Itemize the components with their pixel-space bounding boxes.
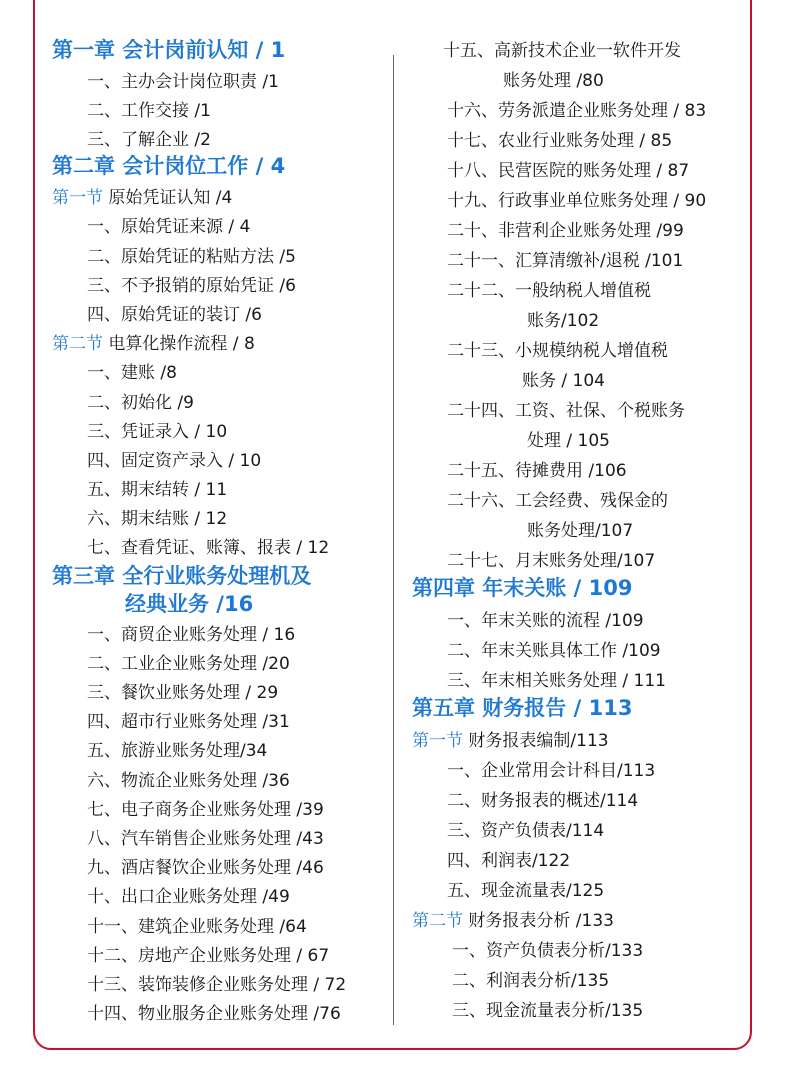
toc-item: 十一、建筑企业账务处理 /64: [87, 917, 307, 937]
chapter-heading: 经典业务 /16: [125, 592, 254, 616]
toc-item: 十五、高新技术企业一软件开发: [443, 41, 681, 61]
toc-item: 四、固定资产录入 / 10: [87, 451, 262, 471]
toc-item: 账务 / 104: [522, 371, 605, 391]
toc-item: 一、企业常用会计科目/113: [447, 761, 656, 781]
section-number: 第一节: [412, 731, 463, 751]
toc-item: 二十三、小规模纳税人增值税: [447, 341, 668, 361]
toc-item: 账务处理 /80: [503, 71, 604, 91]
toc-item: 二、初始化 /9: [87, 393, 194, 413]
toc-item: 三、了解企业 /2: [87, 130, 211, 150]
toc-item: 四、原始凭证的装订 /6: [87, 305, 262, 325]
section-title: 财务报表编制/113: [463, 731, 609, 751]
toc-item: 九、酒店餐饮企业账务处理 /46: [87, 858, 324, 878]
toc-item: 二、原始凭证的粘贴方法 /5: [87, 247, 296, 267]
toc-item: 三、年末相关账务处理 / 111: [447, 671, 666, 691]
section-heading: [412, 726, 609, 751]
toc-item: 三、凭证录入 / 10: [87, 422, 228, 442]
toc-item: 处理 / 105: [527, 431, 610, 451]
toc-item: 二、利润表分析/135: [452, 971, 610, 991]
toc-item: 一、资产负债表分析/133: [452, 941, 644, 961]
toc-item: 五、旅游业账务处理/34: [87, 741, 268, 761]
toc-item: 七、查看凭证、账簿、报表 / 12: [87, 538, 330, 558]
chapter-heading: 第五章 财务报告 / 113: [412, 696, 633, 720]
toc-item: 二十一、汇算清缴补/退税 /101: [447, 251, 684, 271]
toc-item: 一、年末关账的流程 /109: [447, 611, 644, 631]
toc-item: 二、财务报表的概述/114: [447, 791, 639, 811]
toc-item: 十、出口企业账务处理 /49: [87, 887, 290, 907]
section-number: 第一节: [52, 188, 103, 208]
section-title: 原始凭证认知 /4: [103, 188, 233, 208]
toc-item: 一、主办会计岗位职责 /1: [87, 72, 279, 92]
chapter-heading: 第二章 会计岗位工作 / 4: [52, 154, 286, 178]
toc-item: 六、期末结账 / 12: [87, 509, 228, 529]
section-title: 电算化操作流程 / 8: [103, 334, 255, 354]
chapter-heading: 第三章 全行业账务处理机及: [52, 564, 312, 588]
toc-item: 十九、行政事业单位账务处理 / 90: [447, 191, 707, 211]
toc-item: 一、建账 /8: [87, 363, 177, 383]
toc-item: 二、工作交接 /1: [87, 101, 211, 121]
toc-item: 三、现金流量表分析/135: [452, 1001, 644, 1021]
toc-item: 十三、装饰装修企业账务处理 / 72: [87, 975, 347, 995]
toc-item: 一、商贸企业账务处理 / 16: [87, 625, 296, 645]
toc-item: 十七、农业行业账务处理 / 85: [447, 131, 673, 151]
toc-item: 账务处理/107: [527, 521, 634, 541]
toc-item: 二十四、工资、社保、个税账务: [447, 401, 685, 421]
toc-item: 五、现金流量表/125: [447, 881, 605, 901]
toc-item: 一、原始凭证来源 / 4: [87, 217, 251, 237]
toc-item: 三、不予报销的原始凭证 /6: [87, 276, 296, 296]
chapter-heading: 第一章 会计岗前认知 / 1: [52, 38, 286, 62]
section-heading: [52, 183, 232, 208]
toc-item: 二十六、工会经费、残保金的: [447, 491, 668, 511]
toc-item: 八、汽车销售企业账务处理 /43: [87, 829, 324, 849]
toc-item: 二、工业企业账务处理 /20: [87, 654, 290, 674]
toc-item: 十八、民营医院的账务处理 / 87: [447, 161, 690, 181]
toc-item: 七、电子商务企业账务处理 /39: [87, 800, 324, 820]
toc-item: 账务/102: [527, 311, 600, 331]
toc-item: 三、资产负债表/114: [447, 821, 605, 841]
toc-item: 四、超市行业账务处理 /31: [87, 712, 290, 732]
section-number: 第二节: [52, 334, 103, 354]
section-heading: [52, 329, 255, 354]
toc-item: 十六、劳务派遣企业账务处理 / 83: [447, 101, 707, 121]
toc-item: 十四、物业服务企业账务处理 /76: [87, 1004, 341, 1024]
toc-item: 四、利润表/122: [447, 851, 571, 871]
chapter-heading: 第四章 年末关账 / 109: [412, 576, 633, 600]
toc-item: 二十二、一般纳税人增值税: [447, 281, 651, 301]
toc-item: 五、期末结转 / 11: [87, 480, 228, 500]
toc-item: 十二、房地产企业账务处理 / 67: [87, 946, 330, 966]
toc-item: 二、年末关账具体工作 /109: [447, 641, 661, 661]
section-number: 第二节: [412, 911, 463, 931]
toc-item: 二十五、待摊费用 /106: [447, 461, 627, 481]
column-divider: [393, 55, 394, 1025]
section-title: 财务报表分析 /133: [463, 911, 614, 931]
toc-item: 二十七、月末账务处理/107: [447, 551, 656, 571]
toc-item: 二十、非营利企业账务处理 /99: [447, 221, 684, 241]
toc-item: 六、物流企业账务处理 /36: [87, 771, 290, 791]
toc-item: 三、餐饮业账务处理 / 29: [87, 683, 279, 703]
section-heading: [412, 906, 614, 931]
